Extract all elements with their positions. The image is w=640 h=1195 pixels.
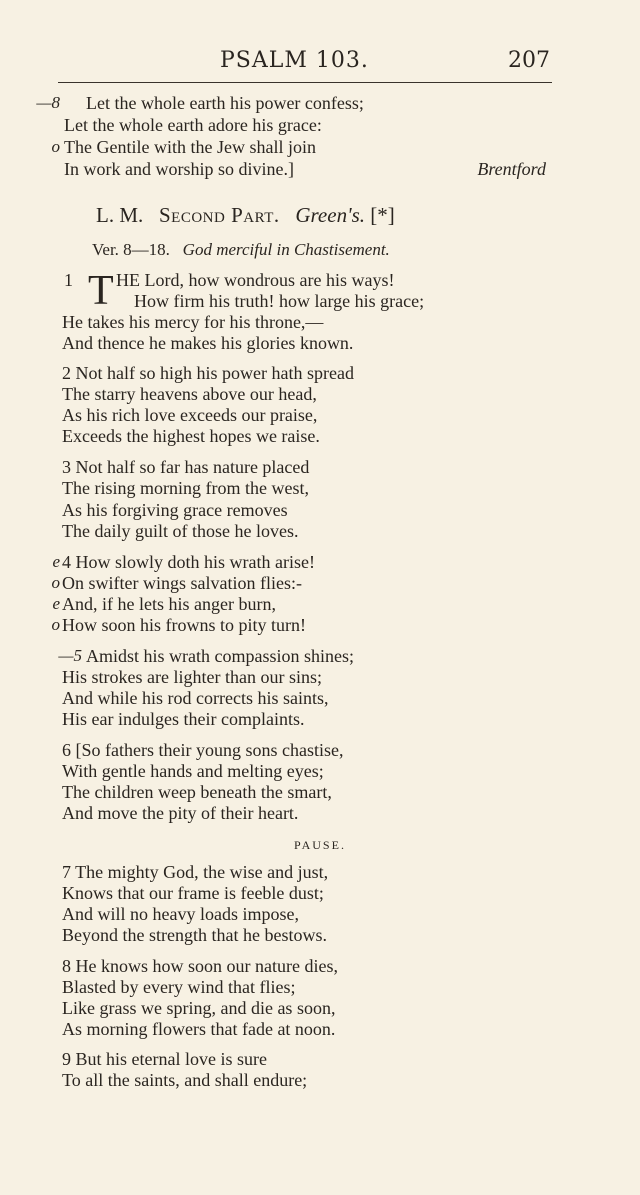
verse-line: And move the pity of their heart. [62,803,299,823]
part-subtitle: God merciful in Chastisement. [182,240,390,259]
line-mark: o [51,137,60,156]
part-name: Second Part. [159,203,280,227]
verse-line: To all the saints, and shall endure; [62,1070,308,1090]
line-mark: e [52,594,60,613]
verse-line: Knows that our frame is feeble dust; [62,883,324,903]
drop-cap: T [88,268,114,314]
part-tune: Green's. [295,203,365,227]
verse-line: And while his rod corrects his saints, [62,688,329,708]
verse-line: He takes his mercy for his throne,— [62,312,324,332]
verse-number: 1 [64,270,73,290]
verse-line: As morning flowers that fade at noon. [62,1019,336,1039]
verse-line: Beyond the strength that he bestows. [62,925,327,945]
tune-name: Brentford [477,159,546,179]
line-mark: o [51,615,60,634]
running-title: PSALM 103. [220,48,369,73]
line-mark: —5 [58,646,82,665]
verse-line: The starry heavens above our head, [62,384,317,404]
verse-line: Like grass we spring, and die as soon, [62,998,336,1018]
verse-line: Amidst his wrath compassion shines; [86,646,354,666]
verse-line: The Gentile with the Jew shall join [64,137,316,157]
line-mark: e [52,552,60,571]
verse-line: In work and worship so divine.] [64,159,294,179]
verse-line: How soon his frowns to pity turn! [62,615,306,635]
verse-line: 8 He knows how soon our nature dies, [62,956,338,976]
part-subheading [92,240,390,260]
verse-line: With gentle hands and melting eyes; [62,761,324,781]
line-mark: o [51,573,60,592]
part-heading [96,203,395,228]
page-header [60,48,550,80]
verse-line: 7 The mighty God, the wise and just, [62,862,329,882]
verse-line: 9 But his eternal love is sure [62,1049,267,1069]
verse-line: The children weep beneath the smart, [62,782,332,802]
verse-line: And thence he makes his glories known. [62,333,354,353]
line-mark: —8 [36,93,60,112]
verse-line: 4 How slowly doth his wrath arise! [62,552,315,572]
verse-line: His strokes are lighter than our sins; [62,667,322,687]
verse-line: HE Lord, how wondrous are his ways! [116,270,395,290]
verse-line: Blasted by every wind that flies; [62,977,296,997]
verse-line: As his forgiving grace removes [62,500,288,520]
part-bracket: [*] [370,203,395,227]
verse-line: How firm his truth! how large his grace; [134,291,425,311]
page-number: 207 [508,48,550,73]
verses-ref: Ver. 8—18. [92,240,170,259]
verse-line: 2 Not half so high his power hath spread [62,363,354,383]
verse-line: Let the whole earth adore his grace: [64,115,322,135]
verse-line: On swifter wings salvation flies:- [62,573,302,593]
verse-line: And, if he lets his anger burn, [62,594,276,614]
verse-line: 3 Not half so far has nature placed [62,457,310,477]
verse-line: And will no heavy loads impose, [62,904,299,924]
verse-line: The daily guilt of those he loves. [62,521,299,541]
meter: L. M. [96,203,144,227]
verse-line: As his rich love exceeds our praise, [62,405,318,425]
verse-line: 6 [So fathers their young sons chastise, [62,740,344,760]
verse-line: Exceeds the highest hopes we raise. [62,426,320,446]
verse-line: His ear indulges their complaints. [62,709,305,729]
verse-line: Let the whole earth his power confess; [86,93,364,113]
verse-line: The rising morning from the west, [62,478,309,498]
pause-marker: PAUSE. [294,838,346,852]
header-rule [58,82,552,83]
